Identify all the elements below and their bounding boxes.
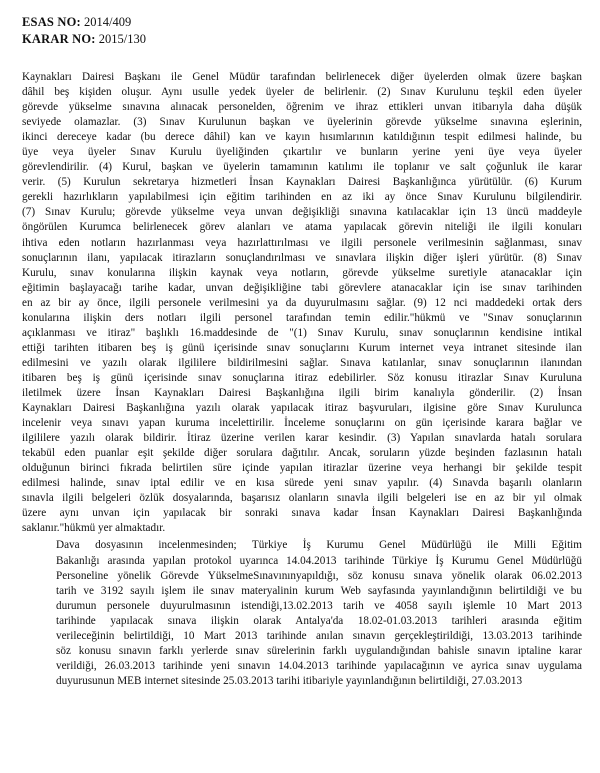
- text-line: duyurusunun MEB internet sitesinde 25.03.2013 tarihi itibariyle yayınlandığının belirtildiği, 27.03.2013: [56, 674, 523, 687]
- text-line: ihtiva eden notların hazırlanması veya hazırlattırılması ve ilgili personele verilmesinin sağlanması, sınav: [22, 236, 582, 249]
- case-header: [22, 14, 146, 48]
- text-line: tekabül eden puanlar eşit şekilde diğer sorulara dağıtılır. Ancak, soruların yüzde beşinden fazlasının hatalı: [22, 447, 582, 460]
- text-line: dâhil beş kişiden oluşur. Aynı usulle yedek üyeler de belirlenir. (2) Sınav Kurulunu teşkil eden üyeler: [22, 86, 582, 99]
- text-line: Dava dosyasının incelenmesinden; Türkiye İş Kurumu Genel Müdürlüğü ile Milli Eğitim: [56, 539, 582, 552]
- text-line: Bakanlığı arasında yapılan protokol uyarınca 14.04.2013 tarihinde Türkiye İş Kurumu Genel Müdürlüğü: [56, 554, 582, 567]
- text-line: edilmesini ve yazılı olarak ilgililere bildirilmesini sağlar. Sınava katılanlar, sınav sonuçlarının ilanından: [22, 356, 582, 369]
- text-line: (7) Sınav Kurulu; görevde yükselme veya unvan değişikliği sınavına katılacaklar için 13 üncü maddeyle: [22, 206, 582, 219]
- text-line: en az bir ay önce, ilgili personele verilmesini ya da duyurulmasını sağlar. (9) 12 nci maddedeki ortak ders: [22, 296, 582, 309]
- esas-label: ESAS NO:: [22, 15, 81, 29]
- text-line: Kaynakları Dairesi Başkanlığına yazılı olarak yapılacak itiraz başvuruları, ilgisine göre Sınav Kurulunca: [22, 402, 582, 415]
- paragraph: [22, 538, 582, 688]
- document-body: [22, 70, 582, 689]
- text-line: görevde yükselme sınavına alınacak personelden, öğrenim ve ihraz ettikleri unvan itibarıyla daha düşük: [22, 101, 582, 114]
- text-line: seviyede olamazlar. (3) Sınav Kurulunun başkan ve üyelerinin görevde yükselme sınavına eşlerinin,: [22, 116, 582, 129]
- text-line: görevlendirilir. (4) Kurul, başkan ve üyelerin tamamının katılımı ile toplanır ve salt çoğunluk ile karar: [22, 161, 582, 174]
- text-line: tarihinde yapılacak sınava ilişkin olarak Antalya'da 18.02-01.03.2013 tarihleri arasında eğitim: [56, 614, 582, 627]
- paragraph: [22, 70, 582, 536]
- text-line: gerekli hazırlıkların yapılabilmesi için eğitim tarihinden en az iki ay önce Sınav Kurulunu bilgilendirir.: [22, 191, 582, 204]
- karar-label: KARAR NO:: [22, 32, 96, 46]
- text-line: itibaren beş iş günü içerisinde sınav sonuçlarına itiraz edebilirler. Söz konusu itirazlar Sınav Kuruluna: [22, 371, 582, 384]
- text-line: ilgililere yazılı olarak bildirir. İtiraz üzerine verilen karar kesindir. (3) Yapılan sınavlarda hatalı sorulara: [22, 432, 582, 445]
- text-line: üzere aynı unvan için yapılacak bir sonraki sınava kadar İnsan Kaynakları Dairesi Başkanlığında: [22, 507, 582, 520]
- text-line: konularına ilişkin ders notları ilgili personel tarafından temin edilir."hükmü ve "Sınav sonuçlarının: [22, 311, 582, 324]
- text-line: incelenir veya sınavı yapan kuruma incelettirilir. İnceleme sonuçlarını on gün içerisinde karara bağlar ve: [22, 417, 582, 430]
- text-line: tarih ve 3192 sayılı işlem ile sınav materyalinin kurum Web sayfasında yayınlandığının belirtildiği ve bu: [56, 584, 582, 597]
- karar-no: [22, 31, 146, 48]
- text-line: olduğunun birinci fıkrada belirtilen süre içinde yapılan itirazlar üzerine veya herhangi bir şekilde tespit: [22, 462, 582, 475]
- text-line: öngörülen Kurumca belirlenecek görev alanları ve atama yapılacak görevin niteliği ile ilgili konuları: [22, 221, 582, 234]
- karar-value: 2015/130: [98, 32, 147, 46]
- text-line: ikinci dereceye kadar (bu derece dâhil) kan ve kayın hısımlarının katıldığının tespit edilmesi halinde, bu: [22, 131, 582, 144]
- text-line: Personeline yönelik Görevde YükselmeSınavınınyapıldığı, söz konusu sınava yönelik olarak 06.02.2013: [56, 569, 582, 582]
- text-line: üye veya üyeler Sınav Kurulu üyeliğinden çıkartılır ve bunların yerine yeni üye veya üyeler: [22, 146, 582, 159]
- text-line: durumun personele duyurulmasının istendiği,13.02.2013 tarih ve 4058 sayılı işlemle 10 Mart 2013: [56, 599, 582, 612]
- esas-value: 2014/409: [84, 15, 132, 29]
- esas-no: [22, 14, 146, 31]
- text-line: verildiği, 26.03.2013 tarihinde yeni sınavın 14.04.2013 tarihinde yapılacağının ve ayrica sınav uygulama: [56, 659, 582, 672]
- text-line: edilmesi halinde, sınav iptal edilir ve en kısa sürede yeni sınav yapılır. (4) Sınavda başarılı olanların: [22, 477, 582, 490]
- text-line: verir. (5) Kurulun sekretarya hizmetleri İnsan Kaynakları Dairesi Başkanlığınca yürütülür. (6) Kurum: [22, 176, 582, 189]
- text-line: açıklanması ve itiraz" başlıklı 16.maddesinde de "(1) Sınav Kurulu, sınav sonuçlarının kendisine intikal: [22, 326, 582, 339]
- text-line: Kaynakları Dairesi Başkanı ile Genel Müdür tarafından belirlenecek diğer üyelerden olmak üzere başkan: [22, 71, 582, 83]
- text-line: saklanır."hükmü yer almaktadır.: [22, 522, 166, 535]
- text-line: sınavla ilgili belgeleri özlük dosyalarında, başarısız olanların sınavla ilgili belgeleri ise en az bir yıl olmak: [22, 492, 582, 505]
- text-line: verileceğinin belirtildiği, 10 Mart 2013 tarihinde anılan sınavın gerçekleştirildiği, 13.03.2013 tarihinde: [56, 629, 582, 642]
- text-line: sonuçlarının ilanı, yapılacak itirazların sonuçlandırılması ve sınavlara ilişkin diğer işleri yürütür. (8) Sınav: [22, 251, 582, 264]
- text-line: Kurulu, sınav konularına ilişkin kaynak veya notların, görevde yükselme suretiyle atanacaklar için: [22, 266, 582, 279]
- text-line: eğitimin başlayacağı tarihe kadar, unvan değişikliğine tabi görevlere atanacaklar için ise sınav tarihinden: [22, 281, 582, 294]
- text-line: ettiği tarihten itibaren beş iş günü içerisinde sınav sonuçlarını Kurum internet veya intranet sitesinde ilan: [22, 341, 582, 354]
- text-line: söz konusu sınavın farklı yerlerde sınav sürelerinin farklı uygulandığından bahisle sınavın iptaline karar: [56, 644, 582, 657]
- text-line: iletilmek üzere İnsan Kaynakları Dairesi Başkanlığına ilgili birim kanalıyla gönderilir. (2) İnsan: [22, 386, 582, 399]
